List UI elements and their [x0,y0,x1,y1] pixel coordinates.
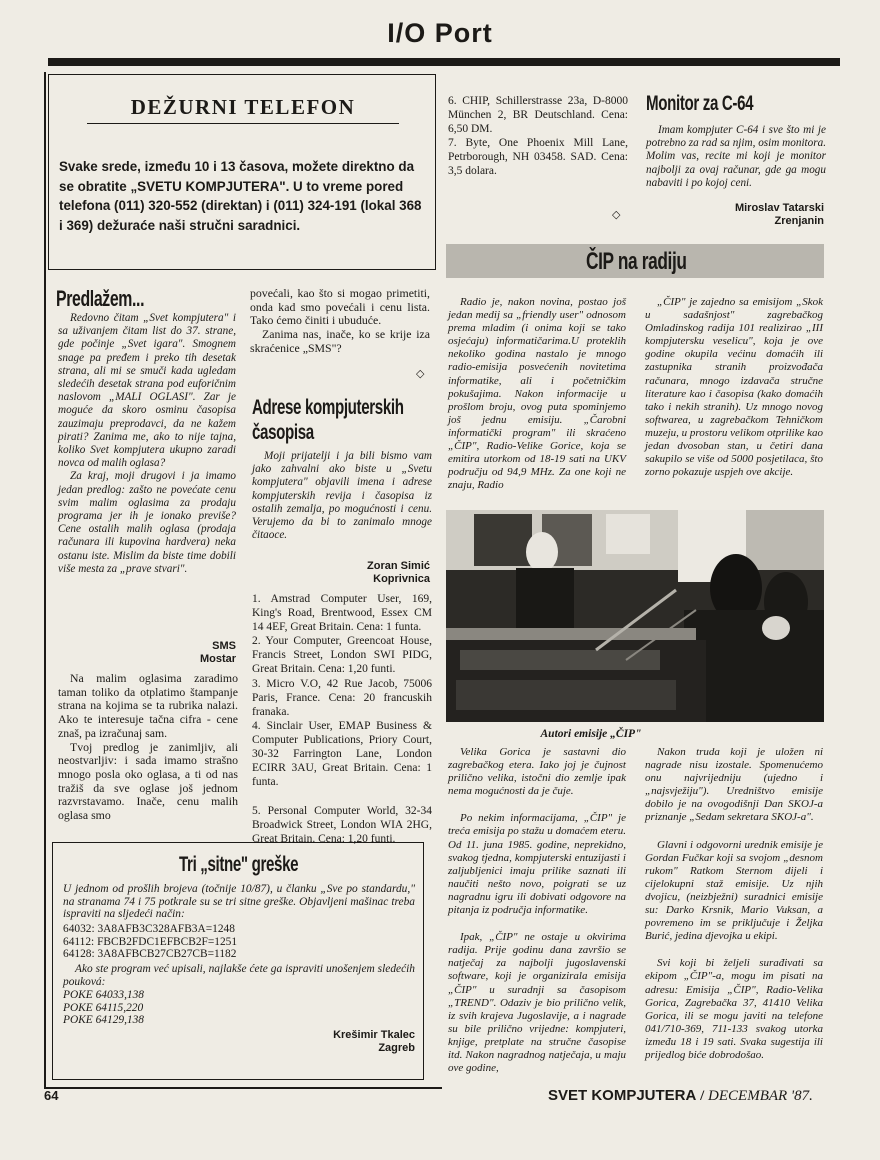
greske-poke-2: POKE 64115,220 [63,1001,144,1014]
predlazem-r2b: povećali, kao što si mogao primetiti, onda kad smo povećali i cenu lista. Tako ćemo činiti i ubuduće. [250,286,430,328]
monitor-sig-city: Zrenjanin [774,215,824,227]
greske-code-list [63,923,415,961]
monitor-body: Imam kompjuter C-64 i sve što mi je potrebno za rad sa njim, osim monitora. Molim vas, recite mi koji je monitor najbolji za ovaj računar, gde ga mogu nabaviti i po kojoj ceni. [646,124,826,189]
adrese-sig-city: Koprivnica [373,573,430,585]
footer-separator: / [700,1088,705,1104]
predlazem-title-text: Predlažem... [56,286,145,311]
adrese-intro [252,450,432,542]
greske-sig-city: Zagreb [378,1042,415,1054]
predlazem-r3: Zanima nas, inače, ko se krije iza skraćenice „SMS"? [250,327,430,355]
cip-a2: Velika Gorica je sastavni dio zagrebačkog etera. Iako joj je čujnost prilično velika, istočni dio zemlje ipak nema mogućnosti da je čuje. [448,746,626,798]
adrese-entry-2: 2. Your Computer, Greencoat House, Francis Street, London SWI PIDG, Great Britain. Cena: 1,20 funti. [252,635,432,676]
greske-intro: U jednom od prošlih brojeva (točnije 10/87), u članku „Sve po standardu," na stranama 74 i 75 potkrale su se tri sitne greške. Objavljeni mašinac treba ispraviti na sljedeći način: [63,883,415,921]
cip-a4: Ipak, „ČIP" ne ostaje u okvirima radija. Prije godinu dana završio se natječaj za najbolji jugoslavenski software, koji je organizirala emisija „ČIP" u suradnji sa časopisom „TREND". Odaziv je bio prilično velik, iz svih krajeva Jugoslavije, a i nagrade su bile prilično vrijedne: kompjuteri, knjige, pretplate na stručne časopise itd. Nakon nagradnog natječaja, u maju ove godine, [448,931,626,1075]
section-title: I/O Port [387,18,493,48]
predlazem-p1: Redovno čitam „Svet kompjutera" i sa uživanjem čitam list do 37. strane, gde počinje „Svet igara". Smognem snage pa pređem i preko tih desetak strana, ali mi se smuči kada ugledam sledećih desetak strana pod euforičnim naslovom „MALI OGLASI". Zar je moguće da skoro osminu časopisa zauzimaju preprodavci, da ne kažem pirati? Zanima me, ako to nije tajna, koliko Svet kompjutera ukupno zaradi novca od malih oglasa? [58,312,236,470]
greske-poke-3: POKE 64129,138 [63,1014,144,1027]
monitor-letter [646,124,826,190]
dezurni-title: DEŽURNI TELEFON [130,95,356,119]
monitor-title-wrap [646,92,846,116]
cip-col1-top [448,296,626,492]
cip-photo-scene [446,510,824,722]
adrese-entry-1: 1. Amstrad Computer User, 169, King's Road, Brentwood, Essex CM 14 4EF, Great Britain. Cena: 1 funta. [252,593,432,634]
predlazem-sig-city: Mostar [199,653,236,665]
adrese-list-cont [448,94,628,179]
cip-b2: Nakon truda koji je uložen ni nagrade nisu izostale. Spomenućemo onu najvrijedniju (ujedno i „najsvježiju"). Uredništvo emisije dobilo je na ovogodišnji Dan SKOJ-a priznanje „Sedam sekretara SKOJ-a". [645,746,823,824]
greske-poke-list [63,989,263,1027]
footer-page-number: 64 [44,1088,59,1103]
monitor-sig-name: Miroslav Tatarski [734,202,824,214]
predlazem-letter [58,312,236,576]
adrese-entry-6: 6. CHIP, Schillerstrasse 23a, D-8000 München 2, BR Deutschland. Cena: 6,50 DM. [448,95,628,136]
cip-photo [446,510,824,722]
adrese-signature [300,560,430,586]
header-rule [48,58,840,66]
cip-banner [446,244,824,278]
adrese-entry-3: 3. Micro V.O, 42 Rue Jacob, 75006 Paris, France. Cena: 20 francuskih franaka. [252,677,432,718]
cip-b4: Svi koji bi željeli surađivati sa ekipom „ČIP"-a, mogu im pisati na adresu: Emisija „ČIP", Radio-Velika Gorica, Zagrebačka 37, 41410 Velika Gorica, ili se mogu javiti na telefone 041/710-369, 711-133 svakog utorka između 18 i 19 sati. Svaka sugestija ili prijedlog biće dobrodošao. [645,957,823,1061]
predlazem-r1: Na malim oglasima zaradimo taman toliko da otplatimo štampanje strana na kojima se ta rubrika nalazi. Ako te interesuje tačna cifra - cene znaš, pa izračunaj sam. [58,671,238,740]
monitor-signature [660,202,824,228]
adrese-entry-4: 4. Sinclair User, EMAP Business & Computer Publications, Priory Court, 30-32 Farrington Lane, London ECIRR 3AU, Great Britain. Cena: 1 funta. [252,719,432,789]
greske-title-wrap [179,853,379,877]
cip-a3: Po nekim informacijama, „ČIP" je treća emisija po stažu u domaćem eteru. Od 11. juna 1985. godine, neprekidno, svakog tjedna, kompjuterski entuzijasti i zaljubljenici imaju prilike saznati ili naučiti nešto novo, poigrati se uz nagradnu igru ili dobivati odgovore na pitanja iz područja informatike. [448,812,626,917]
frame-bottom-line [44,1087,442,1089]
end-mark-diamond-2: ◇ [612,209,621,221]
cip-col2-bottom [645,746,823,1062]
greske-signature [253,1029,415,1055]
dezurni-body: Svake srede, između 10 i 13 časova, možete direktno da se obratite „SVETU KOMPJUTERA". U to vreme pored telefona (011) 320-552 (direktan) i (011) 324-191 (lokal 368 i 369) dežuraće naši stručni saradnici. [59,159,422,233]
predlazem-sig-name: SMS [212,640,236,652]
adrese-entry-5: 5. Personal Computer World, 32-34 Broadwick Street, London WIA 2HG, Great Britain. Cena: 1,20 funti. [252,805,432,846]
cip-title: ČIP na radiju [586,248,687,275]
greske-code-1: 64032: 3A8AFB3C328AFB3A=1248 [63,923,235,935]
cip-col1-bottom [448,746,626,1075]
adrese-title-wrap [252,395,432,445]
adrese-intro-text: Moji prijatelji i ja bili bismo vam jako zahvalni ako biste u „Svetu kompjutera" objavili imena i adrese kompjuterskih revija i časopisa iz ostalih zemalja, po mogućnosti i cenu. Verujemo da bi to zanimalo mnoge čitaoce. [252,450,432,542]
predlazem-p2: Za kraj, moji drugovi i ja imamo jedan predlog: zašto ne povećate cenu svim malim oglasima za prodaju programa jer ih je ionako previše? Cene ostalih malih oglasa (prodaja računara ili kupovina hardvera) neka ostanu iste. Mislim da biste time dobili više mesta za „prave stvari". [58,470,236,575]
end-mark-diamond-1: ◇ [416,368,425,380]
adrese-title: Adrese kompjuterskih časopisa [252,396,404,444]
adrese-list-tail [252,804,432,846]
cip-col2-top [645,296,823,479]
footer-masthead [548,1087,828,1105]
greske-code-2: 64112: FBCB2FDC1EFBCB2F=1251 [63,935,238,948]
greske-box [52,842,424,1080]
footer-magazine: SVET KOMPJUTERA [548,1087,697,1104]
cip-b1: „ČIP" je zajedno sa emisijom „Skok u sadašnjost" zagrebačkog Omladinskog radija 101 realizirao „III kompjutersku veselicu", koja je ove godine okupila većinu domaćih ili zastupnika stranih proizvođača računara, mnogo izdavača stručne literature kao i časopisa (kako domaćih tako i nekih stranih). Uz mnogo novog softwarea, u zagrebačkom Tehničkom muzeju, u prostoru velikom otprilike kao jedan dvosoban stan, u četiri dana sakupilo se više od 5000 posjetilaca, što zorno pokazuje uspjeh ove akcije. [645,296,824,479]
adrese-sig-name: Zoran Simić [367,560,430,572]
footer-issue: DECEMBAR '87. [708,1088,813,1104]
cip-photo-caption: Autori emisije „ČIP" [540,728,642,740]
greske-title: Tri „sitne" greške [179,853,299,876]
greske-outro: Ako ste program već upisali, najlakše ćete ga ispraviti unošenjem sledećih pouková: [63,963,415,988]
greske-poke-1: POKE 64033,138 [63,989,144,1001]
adrese-entry-7: 7. Byte, One Phoenix Mill Lane, Petrborough, NH 03458. SAD. Cena: 3,5 dolara. [448,137,628,178]
dezurni-title-rule [87,123,399,124]
dezurni-box [48,74,436,270]
adrese-entry-5-start [252,804,432,846]
frame-left-line [44,72,46,1089]
predlazem-reply [58,672,238,823]
adrese-list [252,592,432,789]
predlazem-reply-cont [250,287,430,356]
greske-sig-name: Krešimir Tkalec [333,1029,415,1041]
cip-a1: Radio je, nakon novina, postao još jedan medij sa „friendly user" odnosom prema mladim (i onima koji se tako osjećaju) informatičarima.U proteklih nekoliko godina nastalo je mnogo radio-emisija posvećenih novitetima informatike, ali i početničkim pokušajima. Nakon informacije u prošlom broju, ovog puta spominjemo još jednu emisiju. „Čarobni informatički program" ili skraćeno „ČIP", Radio-Velike Gorice, koja se emitira utorkom od 18-19 sati na UKV području od 94,9 MHz. Za one koji ne znaju, Radio [448,296,626,492]
cip-b3: Glavni i odgovorni urednik emisije je Gordan Fučkar koji sa svojom „desnom rukom" Ratkom Sternom dijeli i cijelokupni staž emisije. Uz njih dvojicu, (neizbježni) suradnici emisije su: Darko Krsnik, Mario Vuksan, a povremeno im se priključuje i Željka Burić, jedina djevojka u ekipi. [645,838,823,943]
greske-code-3: 64128: 3A8AFBCB27CB27CB=1182 [63,948,237,961]
predlazem-signature [100,640,236,666]
monitor-title: Monitor za C-64 [646,92,754,115]
predlazem-r2: Tvoj predlog je zanimljiv, ali neostvarljiv: i sada imamo strašno mnogo posla oko oglasa, a ti od nas tražiš da sve oglase još jednom razvrstavamo. Inače, cenu malih oglasa smo [58,739,238,823]
